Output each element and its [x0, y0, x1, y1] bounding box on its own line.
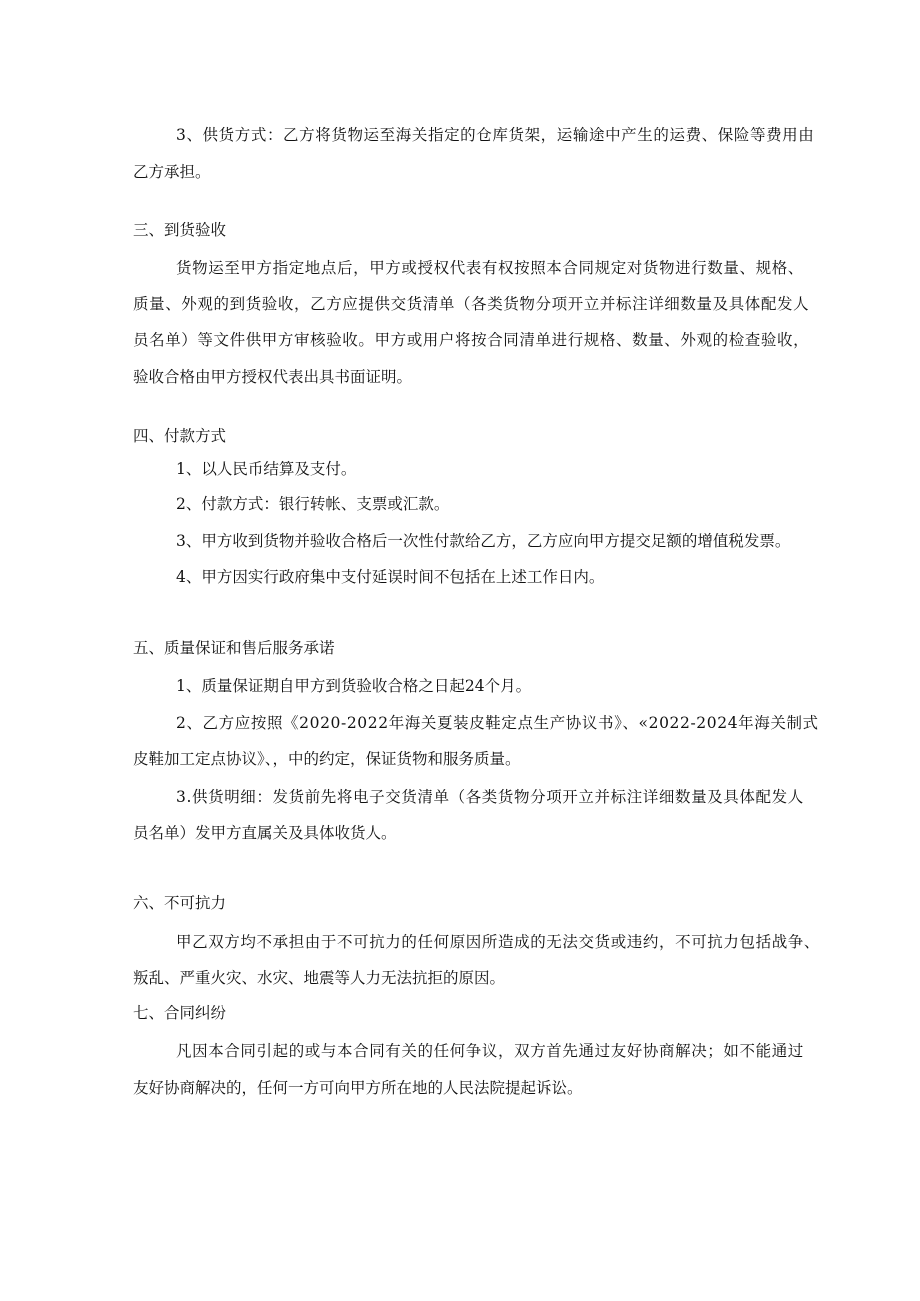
- payment-item: 3、甲方收到货物并验收合格后一次性付款给乙方，乙方应向甲方提交足额的增值税发票。: [176, 532, 791, 550]
- warranty-item: 1、质量保证期自甲方到货验收合格之日起24个月。: [176, 677, 532, 695]
- section-heading-force-majeure: 六、不可抗力: [133, 894, 227, 912]
- section-heading-warranty: 五、质量保证和售后服务承诺: [133, 639, 335, 657]
- acceptance-paragraph-line: 货物运至甲方指定地点后，甲方或授权代表有权按照本合同规定对货物进行数量、规格、: [176, 259, 804, 277]
- warranty-item-continued: 员名单）发甲方直属关及具体收货人。: [133, 824, 397, 842]
- disputes-paragraph-line: 友好协商解决的，任何一方可向甲方所在地的人民法院提起诉讼。: [133, 1079, 583, 1097]
- disputes-paragraph-line: 凡因本合同引起的或与本合同有关的任何争议，双方首先通过友好协商解决；如不能通过: [176, 1042, 804, 1060]
- acceptance-paragraph-line: 验收合格由甲方授权代表出具书面证明。: [133, 368, 413, 386]
- payment-item: 4、甲方因实行政府集中支付延误时间不包括在上述工作日内。: [176, 568, 605, 586]
- force-majeure-paragraph-line: 甲乙双方均不承担由于不可抗力的任何原因所造成的无法交货或违约，不可抗力包括战争、: [176, 933, 821, 951]
- force-majeure-paragraph-line: 叛乱、严重火灾、水灾、地震等人力无法抗拒的原因。: [133, 969, 506, 987]
- warranty-item-continued: 皮鞋加工定点协议》、，中的约定，保证货物和服务质量。: [133, 750, 521, 768]
- supply-method-item: 3、供货方式：乙方将货物运至海关指定的仓库货架，运输途中产生的运费、保险等费用由: [176, 126, 815, 144]
- payment-item: 2、付款方式：银行转帐、支票或汇款。: [176, 495, 450, 513]
- section-heading-disputes: 七、合同纠纷: [133, 1004, 227, 1022]
- supply-method-item-continued: 乙方承担。: [133, 163, 211, 181]
- warranty-item: 3.供货明细：发货前先将电子交货清单（各类货物分项开立并标注详细数量及具体配发人: [176, 788, 804, 806]
- section-heading-payment: 四、付款方式: [133, 427, 227, 445]
- payment-item: 1、以人民币结算及支付。: [176, 460, 357, 478]
- section-heading-acceptance: 三、到货验收: [133, 221, 227, 239]
- acceptance-paragraph-line: 员名单）等文件供甲方审核验收。甲方或用户将按合同清单进行规格、数量、外观的检查验收，: [133, 331, 810, 349]
- warranty-item: 2、乙方应按照《2020-2022年海关夏装皮鞋定点生产协议书》、«2022-2024年海关制式: [176, 714, 819, 732]
- acceptance-paragraph-line: 质量、外观的到货验收，乙方应提供交货清单（各类货物分项开立并标注详细数量及具体配发人: [133, 295, 810, 313]
